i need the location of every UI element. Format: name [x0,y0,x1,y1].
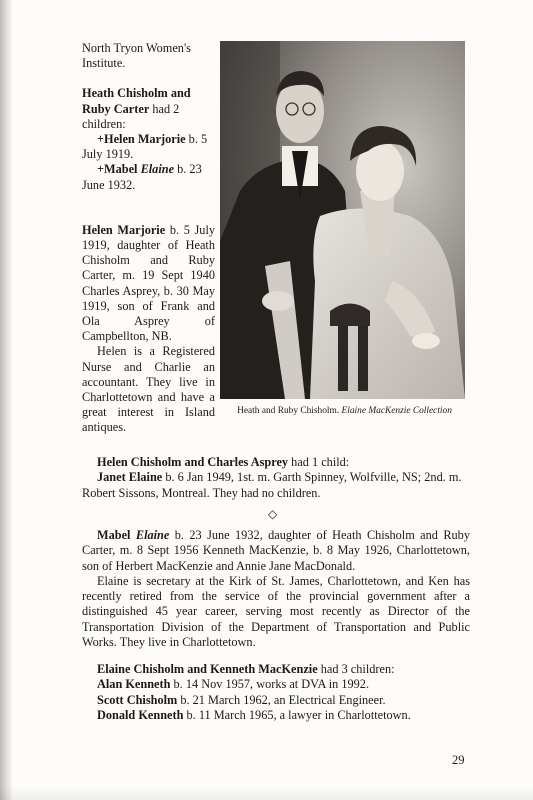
child-name-italic: Elaine [140,162,175,177]
child-entry-janet [82,470,470,501]
helen-family-parents: Helen Chisholm and Charles Asprey [97,455,289,469]
helen-family-had: had 1 child: [288,455,350,469]
child-name: Janet Elaine [97,470,163,485]
child-dates: b. 23 June 1932. [82,162,202,192]
helen-para2: Helen is a Registered Nurse and Charlie an accountant. They live in Charlottetown and have a great interest in Island antiques. [82,344,215,435]
caption-collection: Elaine MacKenzie Collection [341,406,452,416]
elaine-family-heading [82,662,470,677]
child-text: b. 14 Nov 1957, works at DVA in 1992. [170,677,370,692]
child-text: b. 11 March 1965, a lawyer in Charlottetown. [183,707,411,722]
child-name: +Mabel [97,162,141,177]
page-number: 29 [452,753,465,767]
child-entry-helen [82,132,215,162]
heath-parents: Heath Chisholm and Ruby Carter [82,86,191,116]
portrait-photo [220,41,465,399]
mabel-bio [82,528,470,574]
left-column [82,41,215,436]
child-name: Alan Kenneth [97,677,171,692]
helen-bio-text: b. 5 July 1919, daughter of Heath Chisholm and Ruby Carter, m. 19 Sept 1940 Charles Asprey, b. 30 May 1919, son of Frank and Ola Asprey of Campbellton, NB. [82,222,216,344]
helen-family-section [82,455,470,501]
helen-name: Helen Marjorie [82,222,166,237]
had-children-text: had 2 children: [82,101,180,131]
mabel-name: Mabel [97,528,136,542]
page-binding-shadow [0,0,12,800]
mabel-bio-text: b. 23 June 1932, daughter of Heath Chisholm and Ruby Carter, m. 8 Sept 1956 Kenneth MacKenzie, b. 8 May 1926, Charlottetown, son of Herbert MacKenzie and Annie Jane MacDonald. [82,528,470,573]
helen-bio [82,223,215,345]
mabel-para2: Elaine is secretary at the Kirk of St. James, Charlottetown, and Ken has recently retired from the service of the provincial government after a distinguished 45 year career, serving most recently as Director of the Transportation Division of the Department of Transportation and Public Works. They live in Charlottetown. [82,573,470,650]
portrait-photo-image [220,41,465,399]
institute-line: North Tryon Women's Institute. [82,41,191,71]
child-entry-scott [82,693,470,708]
child-name: Scott Chisholm [97,692,178,707]
child-name: Donald Kenneth [97,707,184,722]
child-entry-donald [82,708,470,723]
child-dates: b. 5 July 1919. [82,132,208,162]
section-divider-icon: ◇ [268,507,278,521]
elaine-family-had: had 3 children: [317,662,395,676]
mabel-name-italic: Elaine [135,528,170,542]
page-bottom-shadow [0,786,533,800]
helen-family-heading [82,455,470,470]
mabel-section [82,528,470,650]
elaine-family-section [82,662,470,723]
child-entry-alan [82,677,470,692]
heath-family-heading [82,86,215,132]
child-name: +Helen Marjorie [97,132,186,147]
child-entry-mabel [82,162,215,192]
child-text: b. 6 Jan 1949, 1st. m. Garth Spinney, Wolfville, NS; 2nd. m. Robert Sissons, Montreal. They had no children. [82,470,462,500]
photo-caption [217,405,472,417]
child-text: b. 21 March 1962, an Electrical Engineer. [177,692,386,707]
caption-text: Heath and Ruby Chisholm. [237,406,342,416]
elaine-family-parents: Elaine Chisholm and Kenneth MacKenzie [97,662,318,676]
